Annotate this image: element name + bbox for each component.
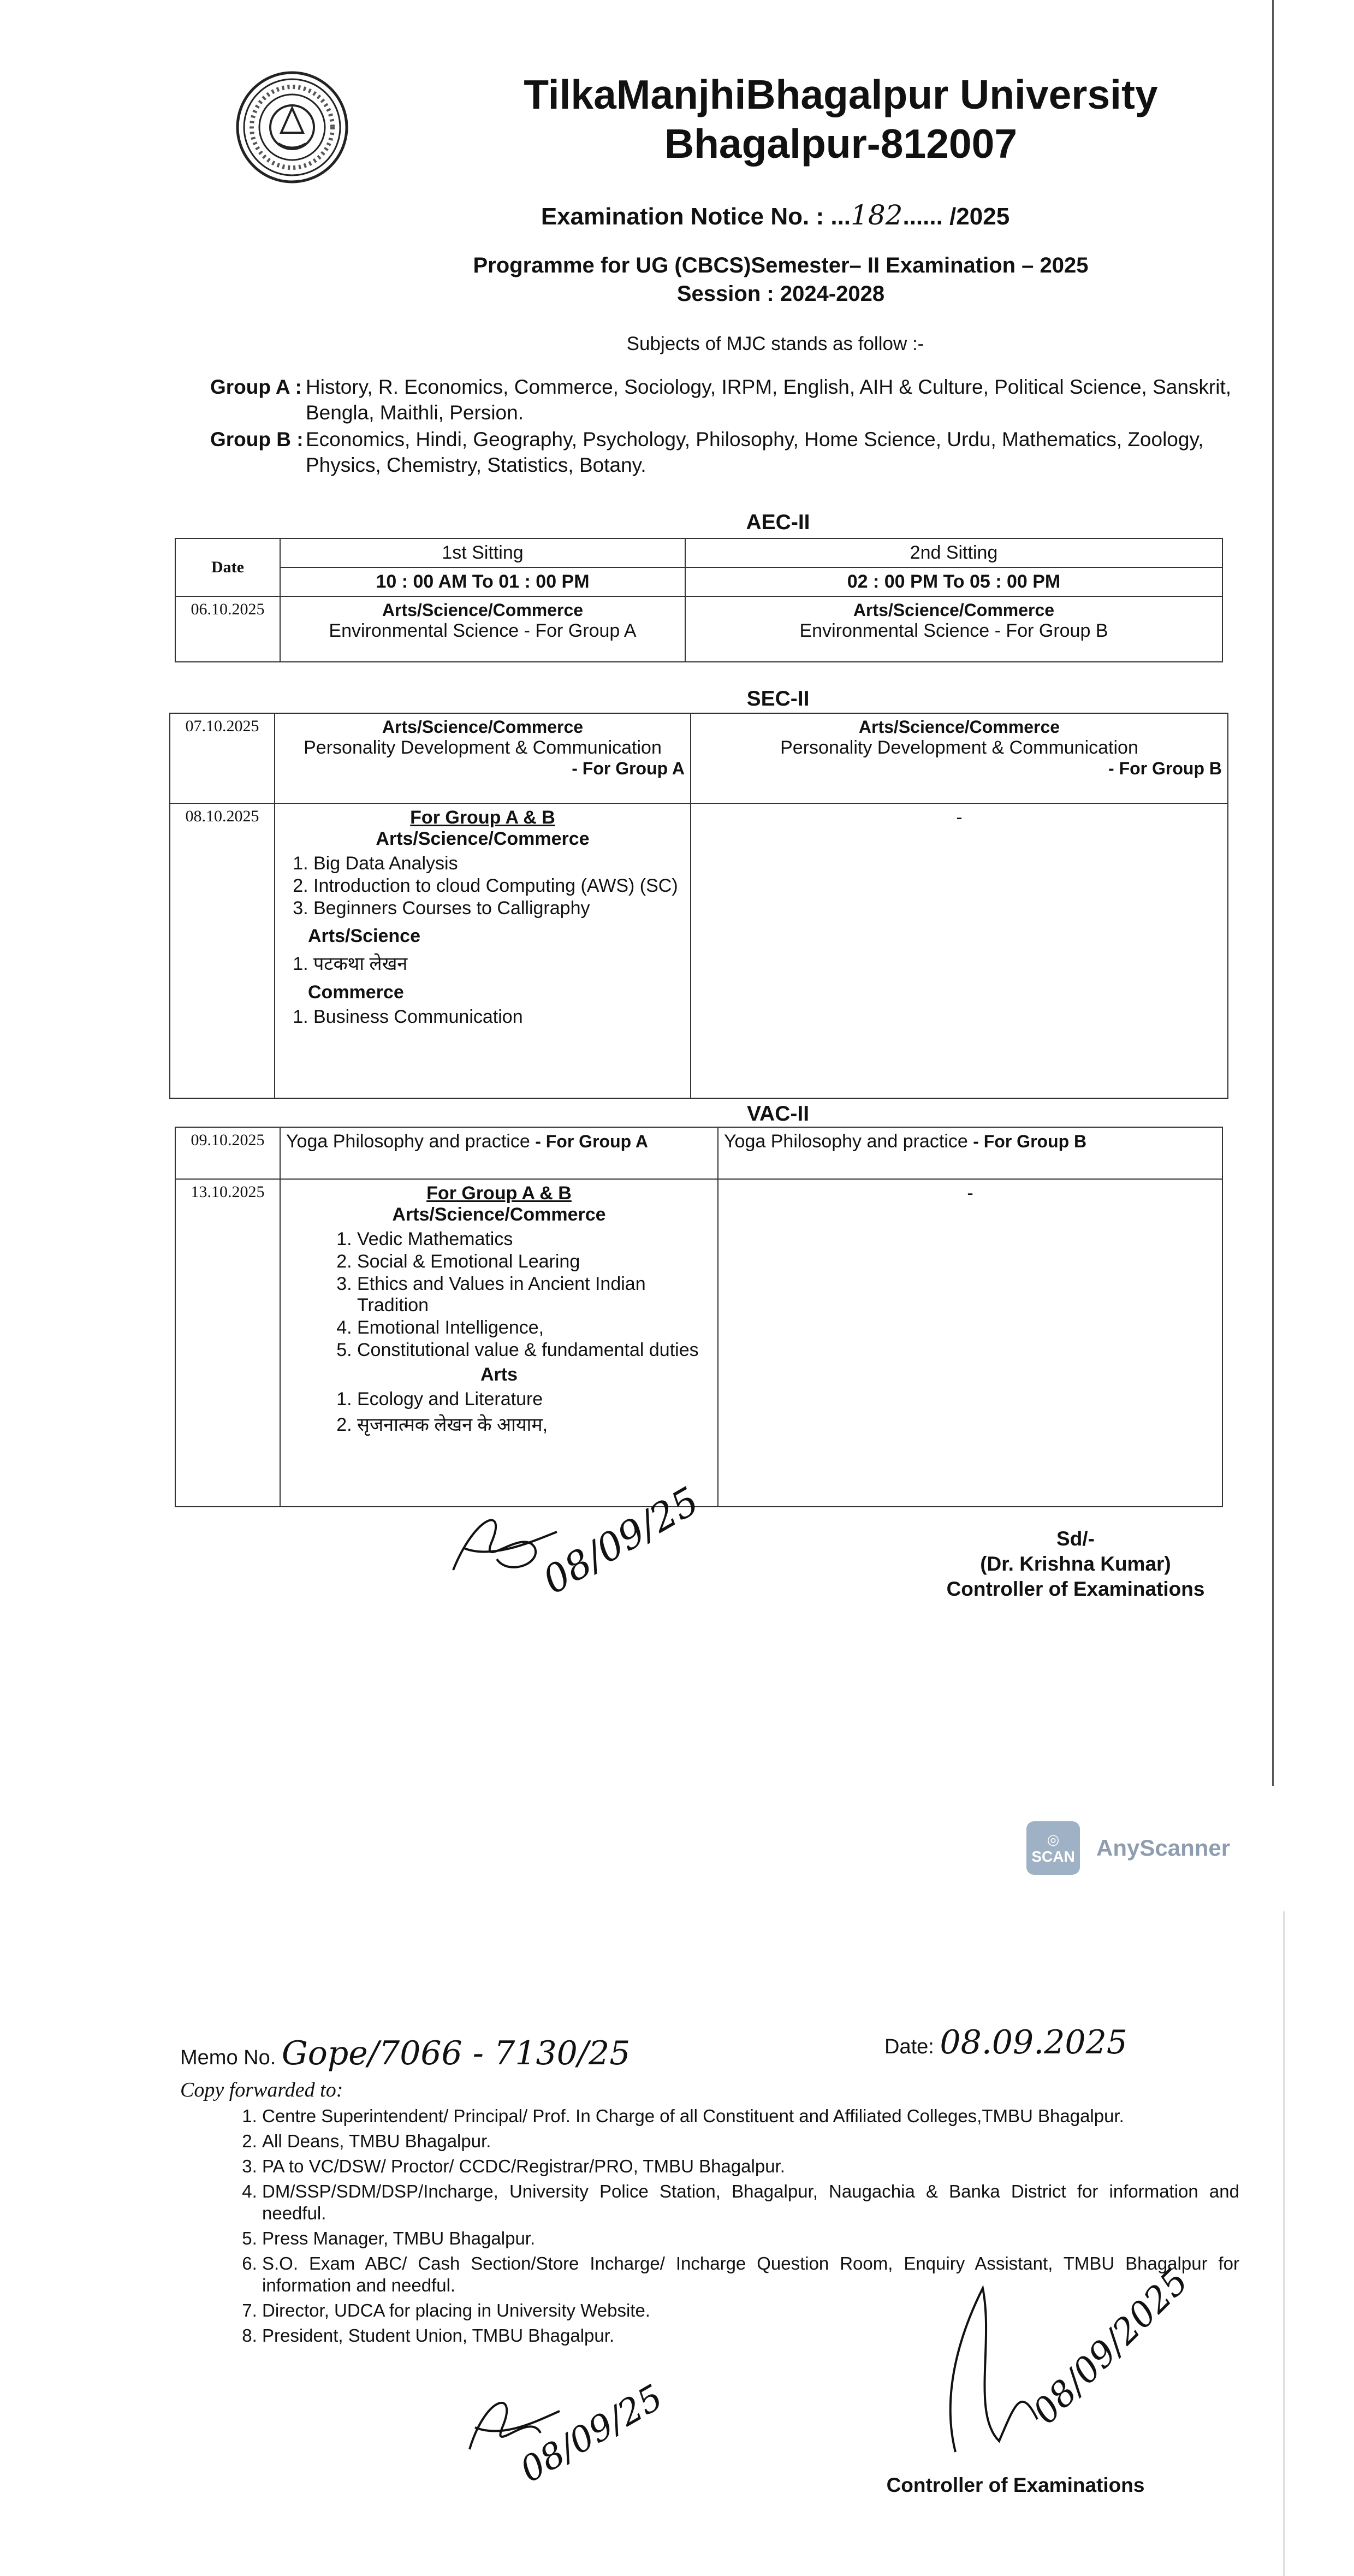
list-item: 2. सृजनात्मक लेखन के आयाम, xyxy=(357,1411,712,1436)
notice-page-2 xyxy=(71,1911,1285,2576)
stream: Commerce xyxy=(308,982,404,1003)
course-list xyxy=(286,1389,712,1436)
paper: Environmental Science - For Group B xyxy=(799,620,1108,641)
list-item: 1. Vedic Mathematics xyxy=(357,1229,712,1250)
stream: Arts/Science/Commerce xyxy=(392,1204,606,1225)
table-row xyxy=(175,538,1222,567)
list-item: 4. Emotional Intelligence, xyxy=(357,1317,712,1339)
copy-forwarded-label: Copy forwarded to: xyxy=(180,2078,343,2101)
groups-list xyxy=(210,374,1264,479)
sec-table xyxy=(169,713,1228,1099)
sitting2-time: 02 : 00 PM To 05 : 00 PM xyxy=(685,567,1222,596)
list-item: 1. पटकथा लेखन xyxy=(313,950,685,975)
list-item: 1. Ecology and Literature xyxy=(357,1389,712,1410)
group-tag: - For Group A xyxy=(572,759,685,778)
paper: Personality Development & Communication xyxy=(780,737,1138,758)
handwritten-date-left: 08/09/25 xyxy=(513,2377,670,2491)
group-label: Group A : xyxy=(210,376,302,398)
table-row xyxy=(170,713,1228,803)
notice-number: 182 xyxy=(851,199,903,231)
list-item: 5. Press Manager, TMBU Bhagalpur. xyxy=(262,2228,1239,2249)
university-name: TilkaManjhiBhagalpur University xyxy=(524,72,1158,117)
sitting1-time: 10 : 00 AM To 01 : 00 PM xyxy=(280,567,685,596)
sitting1-cell xyxy=(280,1179,718,1507)
sitting2-cell xyxy=(685,596,1222,662)
group-tag: - For Group A xyxy=(535,1132,648,1151)
sec-title: SEC-II xyxy=(746,687,810,710)
sd-mark: Sd/- xyxy=(1056,1527,1095,1550)
sitting1-header: 1st Sitting xyxy=(280,538,685,567)
programme-heading xyxy=(311,251,1250,308)
sitting1-cell xyxy=(275,713,691,803)
stream: Arts/Science/Commerce xyxy=(382,717,584,737)
memo-number: Gope/7066 - 7130/25 xyxy=(281,2034,631,2072)
scan-logo-text: SCAN xyxy=(1031,1847,1075,1865)
memo-date-line xyxy=(884,2023,1127,2062)
paper: Personality Development & Communication xyxy=(304,737,662,758)
paper: Yoga Philosophy and practice xyxy=(724,1131,968,1152)
signatory-name: (Dr. Krishna Kumar) xyxy=(980,1553,1171,1575)
group-tag: - For Group B xyxy=(1108,759,1222,778)
controller-designation: Controller of Examinations xyxy=(886,2474,1145,2496)
exam-date: 08.10.2025 xyxy=(170,803,275,1098)
sitting2-cell xyxy=(691,713,1228,803)
exam-date: 06.10.2025 xyxy=(175,596,280,662)
handwritten-date-right: 08/09/2025 xyxy=(1025,2261,1197,2432)
list-item: 2. Social & Emotional Learing xyxy=(357,1251,712,1272)
table-row xyxy=(175,596,1222,662)
list-item: 2. Introduction to cloud Computing (AWS) (SC) xyxy=(313,875,685,897)
notice-page-1 xyxy=(82,0,1274,1786)
sitting2-header: 2nd Sitting xyxy=(685,538,1222,567)
list-item: 1. Business Communication xyxy=(313,1006,685,1028)
list-item: 1. Big Data Analysis xyxy=(313,853,685,874)
stream: Arts/Science/Commerce xyxy=(376,828,590,849)
notice-number-line: Examination Notice No. : ...182...... /2025 xyxy=(541,199,1010,231)
group-b xyxy=(210,427,1264,478)
date-header: Date xyxy=(175,538,280,596)
signatory-designation: Controller of Examinations xyxy=(946,1578,1205,1600)
vac-title: VAC-II xyxy=(746,1102,810,1126)
session-line: Session : 2024-2028 xyxy=(676,282,885,306)
notice-label: Examination Notice No. : xyxy=(541,203,824,230)
group-heading: For Group A & B xyxy=(410,807,555,828)
table-row xyxy=(175,1179,1222,1507)
aec-table xyxy=(175,538,1223,662)
scan-logo-icon: ◎ SCAN xyxy=(1026,1821,1080,1875)
paper: Yoga Philosophy and practice xyxy=(286,1131,530,1152)
course-list xyxy=(286,1229,712,1361)
exam-date: 13.10.2025 xyxy=(175,1179,280,1507)
list-item: 4. DM/SSP/SDM/DSP/Incharge, University Police Station, Bhagalpur, Naugachia & Banka District for information and needful. xyxy=(262,2181,1239,2224)
university-city: Bhagalpur-812007 xyxy=(664,121,1018,167)
sitting2-cell: - xyxy=(691,803,1228,1098)
list-item: 7. Director, UDCA for placing in University Website. xyxy=(262,2300,1239,2322)
table-row xyxy=(175,1127,1222,1179)
group-heading: For Group A & B xyxy=(426,1183,572,1204)
group-tag: - For Group B xyxy=(973,1132,1087,1151)
signature-block xyxy=(830,1526,1321,1602)
university-seal-icon xyxy=(235,70,349,185)
stream: Arts/Science/Commerce xyxy=(858,717,1060,737)
university-title xyxy=(459,70,1223,168)
course-list xyxy=(281,950,685,975)
sitting1-cell xyxy=(280,1127,718,1179)
sitting1-cell xyxy=(275,803,691,1098)
handwritten-date: 08/09/25 xyxy=(535,1478,706,1603)
exam-date: 09.10.2025 xyxy=(175,1127,280,1179)
memo-label: Memo No. xyxy=(180,2046,276,2069)
course-list xyxy=(281,853,685,919)
table-row xyxy=(170,803,1228,1098)
list-item: 1. Centre Superintendent/ Principal/ Prof. In Charge of all Constituent and Affiliated Colleges,TMBU Bhagalpur. xyxy=(262,2105,1239,2127)
sitting2-cell xyxy=(718,1127,1222,1179)
course-list xyxy=(281,1006,685,1028)
date-label: Date: xyxy=(884,2035,934,2058)
memo-line xyxy=(180,2034,630,2072)
aec-title: AEC-II xyxy=(746,511,810,534)
subjects-note: Subjects of MJC stands as follow :- xyxy=(626,333,924,354)
recipient-list xyxy=(229,2105,1239,2350)
stream: Arts xyxy=(480,1364,518,1385)
group-label: Group B : xyxy=(210,428,304,451)
sitting2-cell: - xyxy=(718,1179,1222,1507)
stream: Arts/Science/Commerce xyxy=(853,600,1055,620)
list-item: 2. All Deans, TMBU Bhagalpur. xyxy=(262,2130,1239,2152)
list-item: 8. President, Student Union, TMBU Bhagalpur. xyxy=(262,2325,1239,2347)
list-item: 6. S.O. Exam ABC/ Cash Section/Store Incharge/ Incharge Question Room, Enquiry Assistant, TMBU Bhagalpur for information and needful. xyxy=(262,2253,1239,2296)
exam-date: 07.10.2025 xyxy=(170,713,275,803)
list-item: 3. Beginners Courses to Calligraphy xyxy=(313,898,685,919)
stream: Arts/Science xyxy=(308,926,420,946)
programme-line: Programme for UG (CBCS)Semester– II Examination – 2025 xyxy=(473,253,1089,277)
signature-scribble-icon xyxy=(934,2277,1043,2457)
table-row xyxy=(175,567,1222,596)
anyscanner-watermark xyxy=(1026,1821,1230,1875)
group-a xyxy=(210,374,1264,425)
sitting1-cell xyxy=(280,596,685,662)
list-item: 3. Ethics and Values in Ancient Indian Tradition xyxy=(357,1274,712,1316)
vac-table xyxy=(175,1127,1223,1507)
list-item: 3. PA to VC/DSW/ Proctor/ CCDC/Registrar/PRO, TMBU Bhagalpur. xyxy=(262,2155,1239,2177)
stream: Arts/Science/Commerce xyxy=(382,600,584,620)
memo-date: 08.09.2025 xyxy=(940,2023,1127,2062)
group-subjects: History, R. Economics, Commerce, Sociology, IRPM, English, AIH & Culture, Political Science, Sanskrit, Bengla, Maithli, Persion. xyxy=(306,376,1232,424)
list-item: 5. Constitutional value & fundamental duties xyxy=(357,1340,712,1361)
watermark-name: AnyScanner xyxy=(1096,1835,1231,1861)
paper: Environmental Science - For Group A xyxy=(329,620,637,641)
notice-year: /2025 xyxy=(949,203,1010,230)
group-subjects: Economics, Hindi, Geography, Psychology, Philosophy, Home Science, Urdu, Mathematics, Zoology, Physics, Chemistry, Statistics, Botany. xyxy=(306,428,1204,476)
